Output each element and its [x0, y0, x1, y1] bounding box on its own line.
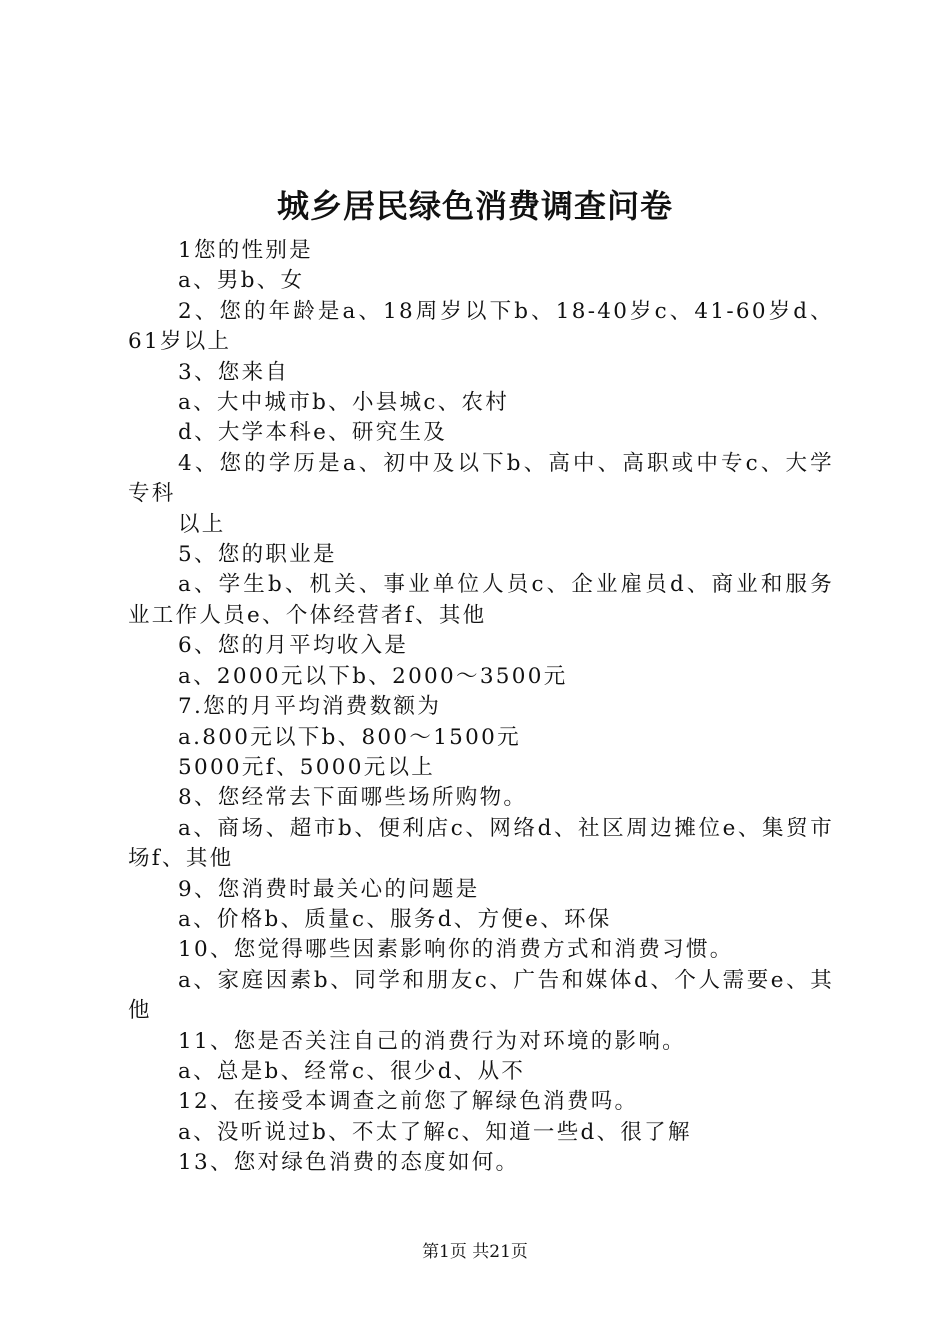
question-7-options-tail: 5000元f、5000元以上 — [178, 754, 436, 780]
question-4: 4、您的学历是a、初中及以下b、高中、高职或中专c、大学专科 — [128, 450, 834, 507]
question-1-options: a、男b、女 — [178, 268, 305, 294]
question-11-options: a、总是b、经常c、很少d、从不 — [178, 1058, 526, 1084]
question-7-options: a.800元以下b、800～1500元 — [178, 724, 521, 750]
question-6: 6、您的月平均收入是 — [178, 633, 409, 659]
question-1: 1您的性别是 — [178, 238, 313, 263]
document-title: 城乡居民绿色消费调查问卷 — [276, 187, 673, 225]
question-3: 3、您来自 — [178, 359, 290, 385]
question-9-options: a、价格b、质量c、服务d、方便e、环保 — [178, 906, 612, 932]
education-options-tail: 以上 — [178, 511, 226, 537]
question-2: 2、您的年龄是a、18周岁以下b、18-40岁c、41-60岁d、61岁以上 — [128, 298, 834, 355]
page-footer: 第1页 共21页 — [422, 1242, 528, 1262]
question-10-options: a、家庭因素b、同学和朋友c、广告和媒体d、个人需要e、其他 — [128, 967, 834, 1024]
question-8-options: a、商场、超市b、便利店c、网络d、社区周边摊位e、集贸市场f、其他 — [128, 815, 834, 872]
education-options-fragment: d、大学本科e、研究生及 — [178, 420, 448, 446]
question-7: 7.您的月平均消费数额为 — [178, 694, 442, 720]
question-13: 13、您对绿色消费的态度如何。 — [178, 1150, 520, 1176]
question-3-options: a、大中城市b、小县城c、农村 — [178, 390, 510, 416]
question-5: 5、您的职业是 — [178, 542, 337, 568]
question-8: 8、您经常去下面哪些场所购物。 — [178, 785, 528, 811]
question-11: 11、您是否关注自己的消费行为对环境的影响。 — [178, 1028, 686, 1054]
question-9: 9、您消费时最关心的问题是 — [178, 876, 480, 902]
question-10: 10、您觉得哪些因素影响你的消费方式和消费习惯。 — [178, 937, 734, 963]
document-body — [128, 236, 834, 1179]
question-6-options: a、2000元以下b、2000～3500元 — [178, 663, 568, 689]
question-5-options: a、学生b、机关、事业单位人员c、企业雇员d、商业和服务业工作人员e、个体经营者f、其他 — [128, 572, 834, 628]
question-12-options: a、没听说过b、不太了解c、知道一些d、很了解 — [178, 1119, 692, 1145]
question-12: 12、在接受本调查之前您了解绿色消费吗。 — [178, 1089, 639, 1115]
